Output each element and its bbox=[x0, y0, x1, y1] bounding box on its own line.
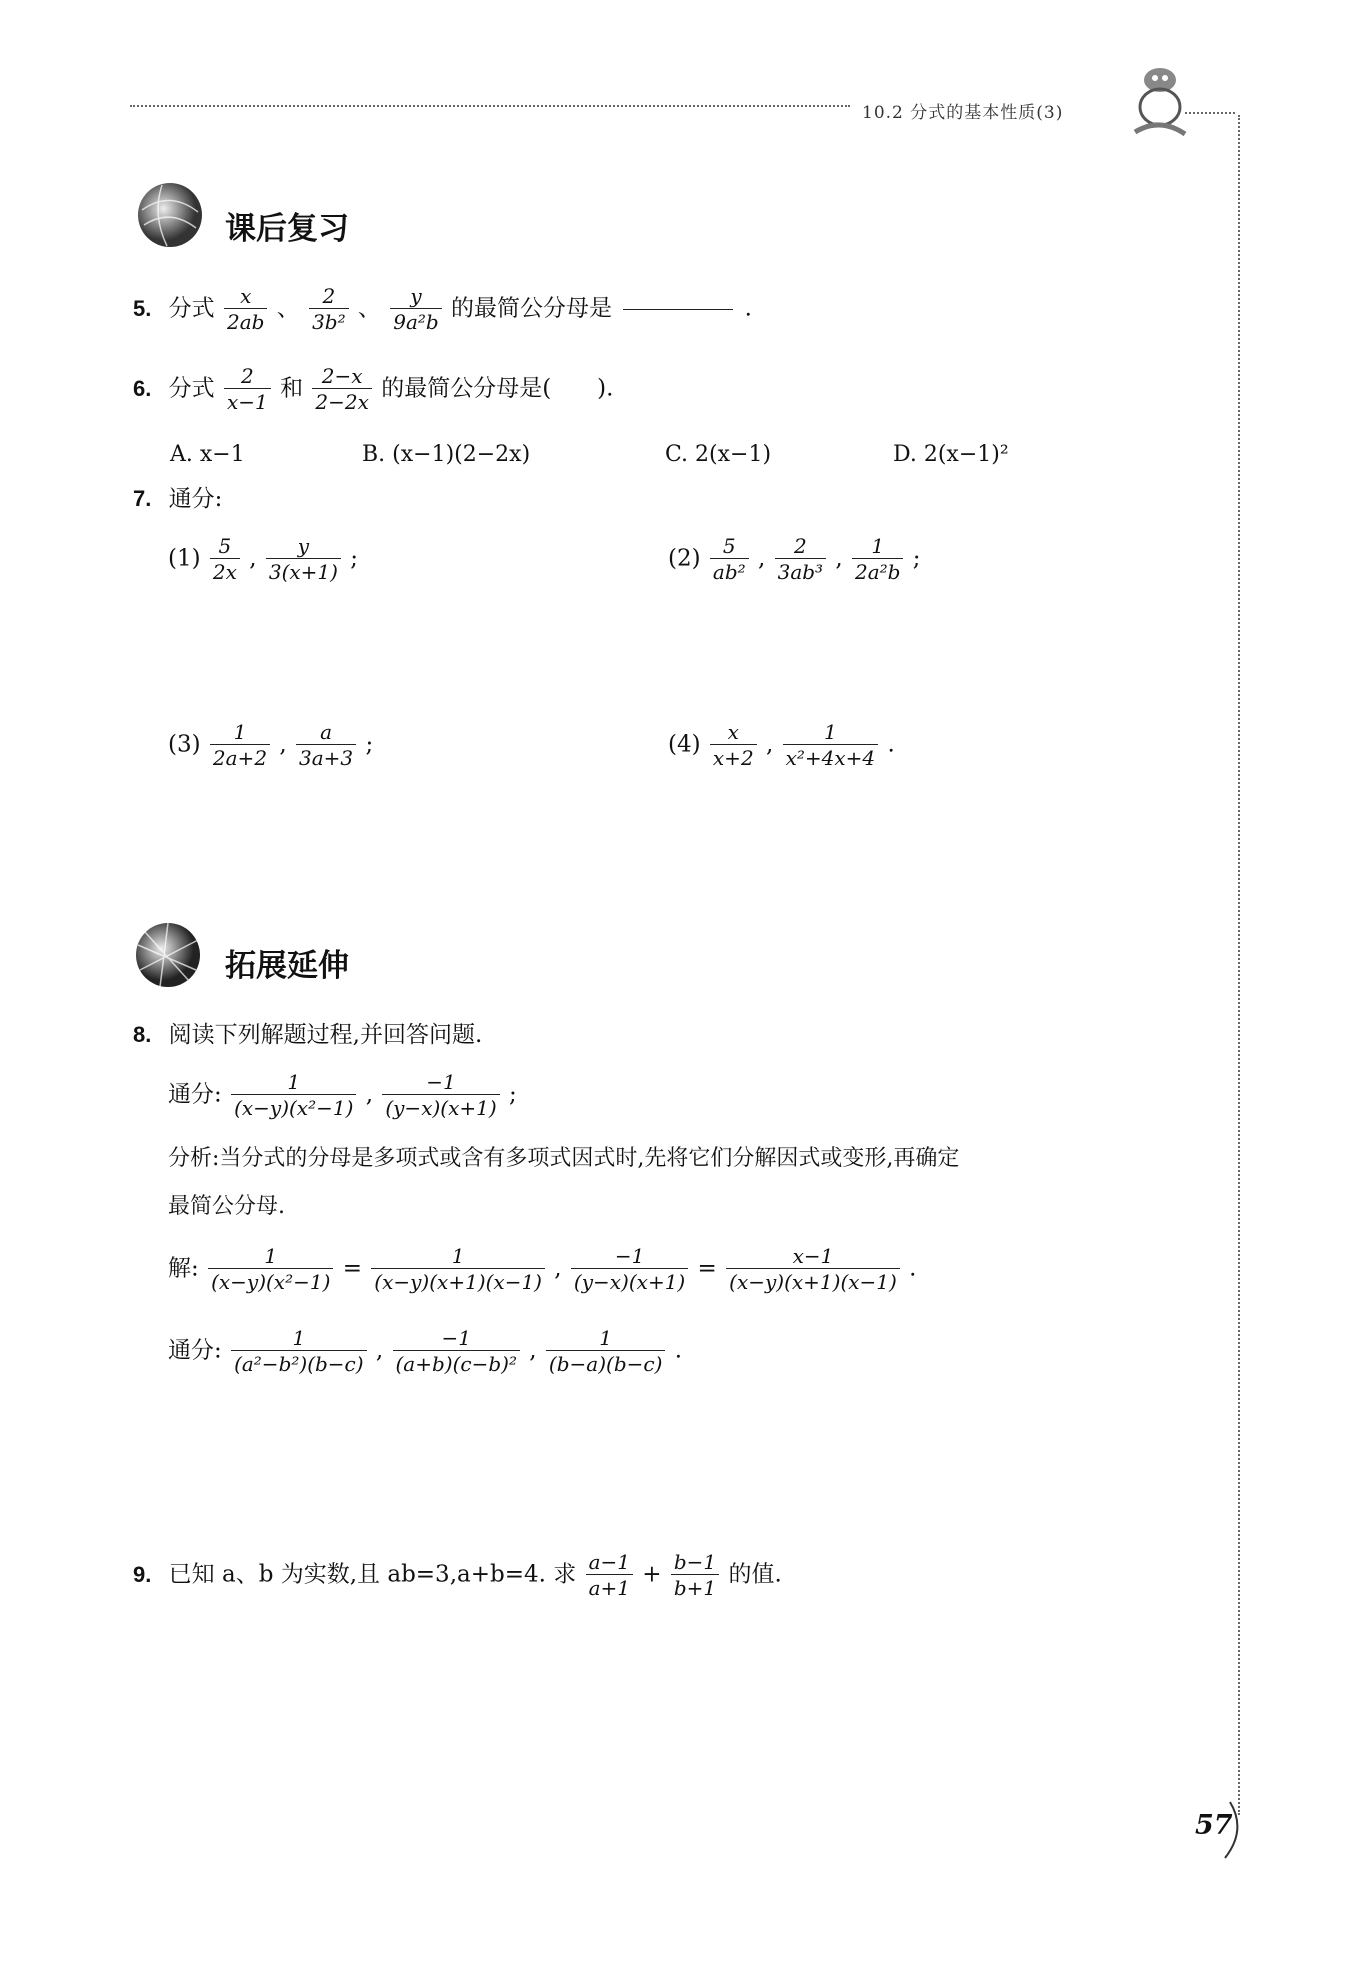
q7-p4-f1-den: x+2 bbox=[712, 746, 754, 770]
question-9 bbox=[133, 1552, 782, 1598]
q6-f1-num: 2 bbox=[224, 366, 271, 389]
section-title-extend: 拓展延伸 bbox=[225, 948, 349, 984]
question-7-title bbox=[133, 488, 222, 511]
q7-p3-fraction-2 bbox=[296, 722, 356, 768]
q7-part-1 bbox=[168, 536, 358, 582]
q7-p1-f2-num: y bbox=[266, 536, 341, 559]
q8-sol-eq: = bbox=[342, 1255, 362, 1282]
q6-option-c[interactable]: C. 2(x−1) bbox=[665, 442, 772, 467]
q8-task bbox=[168, 1328, 682, 1374]
q8-solution-label: 解: bbox=[168, 1255, 199, 1282]
q7-p4-end: . bbox=[887, 731, 895, 758]
q7-p4-f1-num: x bbox=[710, 722, 757, 745]
q6-f2-num: 2−x bbox=[312, 366, 372, 389]
q7-p3-end: ; bbox=[365, 731, 374, 758]
q6-prefix: 分式 bbox=[168, 375, 215, 402]
q9-f1-num: a−1 bbox=[586, 1552, 633, 1575]
q7-p4-fraction-2 bbox=[783, 722, 879, 768]
q5-fraction-2 bbox=[309, 286, 349, 332]
q8-t-f3-num: 1 bbox=[546, 1328, 665, 1351]
q5-f2-den: 3b² bbox=[312, 310, 346, 334]
header-dotted-rule bbox=[130, 105, 850, 107]
q7-p1-label: (1) bbox=[168, 545, 201, 572]
q7-p3-f1-den: 2a+2 bbox=[212, 746, 268, 770]
q8-sol-end: . bbox=[909, 1255, 917, 1282]
q8-s-f3-num: −1 bbox=[571, 1246, 688, 1269]
q8-analysis-line-2: 最简公分母. bbox=[168, 1194, 285, 1219]
q8-sol-fraction-2 bbox=[371, 1246, 545, 1292]
q8-sol-fraction-3 bbox=[571, 1246, 688, 1292]
q7-p3-f2-num: a bbox=[296, 722, 356, 745]
q5-f3-num: y bbox=[390, 286, 441, 309]
q5-fraction-1 bbox=[224, 286, 267, 332]
q5-number: 5. bbox=[133, 296, 152, 321]
q7-p1-fraction-2 bbox=[266, 536, 341, 582]
q6-suffix: 的最简公分母是( ). bbox=[381, 375, 614, 402]
q7-part-2 bbox=[668, 536, 921, 582]
q7-p2-fraction-2 bbox=[775, 536, 826, 582]
q8-ex-end: ; bbox=[508, 1081, 517, 1108]
q7-p4-f2-den: x²+4x+4 bbox=[785, 746, 876, 770]
q7-p1-fraction-1 bbox=[210, 536, 240, 582]
q6-number: 6. bbox=[133, 376, 152, 401]
q7-p1-sep: , bbox=[249, 545, 257, 572]
q8-ex-f2-den: (y−x)(x+1) bbox=[385, 1096, 497, 1120]
q7-p2-f1-num: 5 bbox=[710, 536, 749, 559]
q6-fraction-1 bbox=[224, 366, 271, 412]
q7-p2-f2-num: 2 bbox=[775, 536, 826, 559]
q8-task-fraction-2 bbox=[393, 1328, 520, 1374]
q5-end: . bbox=[744, 295, 752, 322]
q7-p2-fraction-3 bbox=[852, 536, 903, 582]
q8-task-fraction-3 bbox=[546, 1328, 665, 1374]
q8-t-f2-den: (a+b)(c−b)² bbox=[395, 1352, 517, 1376]
q7-p3-fraction-1 bbox=[210, 722, 270, 768]
section-title-review: 课后复习 bbox=[225, 211, 349, 247]
q7-p4-sep: , bbox=[765, 731, 774, 758]
q5-sep: 、 bbox=[276, 295, 300, 322]
q7-part-4 bbox=[668, 722, 895, 768]
q8-task-label: 通分: bbox=[168, 1337, 222, 1364]
header-section-title: 10.2 分式的基本性质(3) bbox=[862, 103, 1064, 123]
q5-sep: 、 bbox=[357, 295, 381, 322]
q8-solution bbox=[168, 1246, 916, 1292]
q7-p4-label: (4) bbox=[668, 731, 701, 758]
q8-s-f4-num: x−1 bbox=[726, 1246, 900, 1269]
q7-p3-label: (3) bbox=[168, 731, 201, 758]
q9-text: 已知 a、b 为实数,且 ab=3,a+b=4. 求 bbox=[168, 1561, 577, 1588]
mascot-icon bbox=[1125, 62, 1195, 147]
page-number: 57 bbox=[1195, 1810, 1233, 1841]
q7-p2-f2-den: 3ab³ bbox=[777, 560, 824, 584]
q9-fraction-1 bbox=[586, 1552, 633, 1598]
q7-p3-f2-den: 3a+3 bbox=[298, 746, 354, 770]
q7-title: 通分: bbox=[168, 486, 223, 512]
q7-p1-f1-den: 2x bbox=[212, 560, 237, 584]
side-dotted-rule bbox=[1238, 115, 1240, 1815]
q8-sol-sep: , bbox=[554, 1255, 562, 1282]
q7-p2-sep: , bbox=[835, 545, 843, 572]
q8-ex-f1-num: 1 bbox=[231, 1072, 356, 1095]
q5-f2-num: 2 bbox=[309, 286, 349, 309]
q5-prefix: 分式 bbox=[168, 295, 215, 322]
q8-t-f1-den: (a²−b²)(b−c) bbox=[234, 1352, 364, 1376]
q8-task-fraction-1 bbox=[231, 1328, 367, 1374]
question-5 bbox=[133, 286, 752, 332]
q6-f1-den: x−1 bbox=[226, 390, 268, 414]
q8-example-label: 通分: bbox=[168, 1081, 222, 1108]
q7-p1-f2-den: 3(x+1) bbox=[268, 560, 338, 584]
q9-f2-den: b+1 bbox=[673, 1576, 717, 1600]
q8-task-end: . bbox=[674, 1337, 683, 1364]
q8-sol-fraction-1 bbox=[208, 1246, 333, 1292]
q9-f1-den: a+1 bbox=[588, 1576, 630, 1600]
q8-analysis-line-1: 分析:当分式的分母是多项式或含有多项式因式时,先将它们分解因式或变形,再确定 bbox=[168, 1146, 960, 1171]
globe-icon-review bbox=[132, 180, 208, 250]
q8-sol-eq: = bbox=[697, 1255, 717, 1282]
q5-f3-den: 9a²b bbox=[393, 310, 439, 334]
q8-t-f3-den: (b−a)(b−c) bbox=[548, 1352, 663, 1376]
q5-fraction-3 bbox=[390, 286, 441, 332]
q6-f2-den: 2−2x bbox=[315, 390, 369, 414]
q8-ex-sep: , bbox=[365, 1081, 374, 1108]
q9-number: 9. bbox=[133, 1562, 152, 1587]
q7-p3-sep: , bbox=[279, 731, 287, 758]
q8-s-f1-den: (x−y)(x²−1) bbox=[211, 1270, 331, 1294]
q6-option-d[interactable]: D. 2(x−1)² bbox=[893, 442, 1009, 467]
q8-s-f4-den: (x−y)(x+1)(x−1) bbox=[729, 1270, 897, 1294]
q7-p2-f3-num: 1 bbox=[852, 536, 903, 559]
q8-task-sep: , bbox=[529, 1337, 537, 1364]
q6-option-b[interactable]: B. (x−1)(2−2x) bbox=[362, 442, 531, 467]
q5-suffix: 的最简公分母是 bbox=[451, 295, 613, 322]
q7-number: 7. bbox=[133, 486, 152, 511]
q6-fraction-2 bbox=[312, 366, 372, 412]
q7-p2-f1-den: ab² bbox=[712, 560, 746, 584]
q7-p2-end: ; bbox=[912, 545, 921, 572]
q8-ex-f2-num: −1 bbox=[382, 1072, 499, 1095]
q8-s-f1-num: 1 bbox=[208, 1246, 333, 1269]
q7-p4-fraction-1 bbox=[710, 722, 757, 768]
header-dotted-rule-right bbox=[1185, 112, 1235, 114]
q8-s-f3-den: (y−x)(x+1) bbox=[573, 1270, 686, 1294]
globe-icon-extend bbox=[130, 920, 206, 990]
q8-title: 阅读下列解题过程,并回答问题. bbox=[168, 1022, 483, 1048]
q9-plus: + bbox=[642, 1561, 662, 1588]
q5-answer-blank[interactable] bbox=[623, 309, 733, 310]
q8-task-sep: , bbox=[375, 1337, 384, 1364]
q7-p1-f1-num: 5 bbox=[210, 536, 240, 559]
q8-example bbox=[168, 1072, 517, 1118]
q8-number: 8. bbox=[133, 1022, 152, 1047]
question-8-title bbox=[133, 1024, 482, 1047]
q8-ex-fraction-1 bbox=[231, 1072, 356, 1118]
q7-p2-fraction-1 bbox=[710, 536, 749, 582]
q7-p3-f1-num: 1 bbox=[210, 722, 270, 745]
q8-ex-fraction-2 bbox=[382, 1072, 499, 1118]
q5-f1-den: 2ab bbox=[226, 310, 265, 334]
q6-mid: 和 bbox=[280, 375, 304, 402]
q6-option-a[interactable]: A. x−1 bbox=[170, 442, 245, 467]
q9-fraction-2 bbox=[671, 1552, 719, 1598]
question-6 bbox=[133, 366, 613, 412]
q8-t-f2-num: −1 bbox=[393, 1328, 520, 1351]
q7-part-3 bbox=[168, 722, 373, 768]
q8-s-f2-den: (x−y)(x+1)(x−1) bbox=[374, 1270, 542, 1294]
q7-p2-label: (2) bbox=[668, 545, 701, 572]
q7-p2-f3-den: 2a²b bbox=[855, 560, 901, 584]
q8-t-f1-num: 1 bbox=[231, 1328, 367, 1351]
q8-sol-fraction-4 bbox=[726, 1246, 900, 1292]
q9-f2-num: b−1 bbox=[671, 1552, 719, 1575]
q8-s-f2-num: 1 bbox=[371, 1246, 545, 1269]
q9-suffix: 的值. bbox=[728, 1561, 782, 1588]
q5-f1-num: x bbox=[224, 286, 267, 309]
q7-p1-end: ; bbox=[350, 545, 359, 572]
q7-p2-sep: , bbox=[757, 545, 766, 572]
q7-p4-f2-num: 1 bbox=[783, 722, 879, 745]
q8-ex-f1-den: (x−y)(x²−1) bbox=[234, 1096, 354, 1120]
